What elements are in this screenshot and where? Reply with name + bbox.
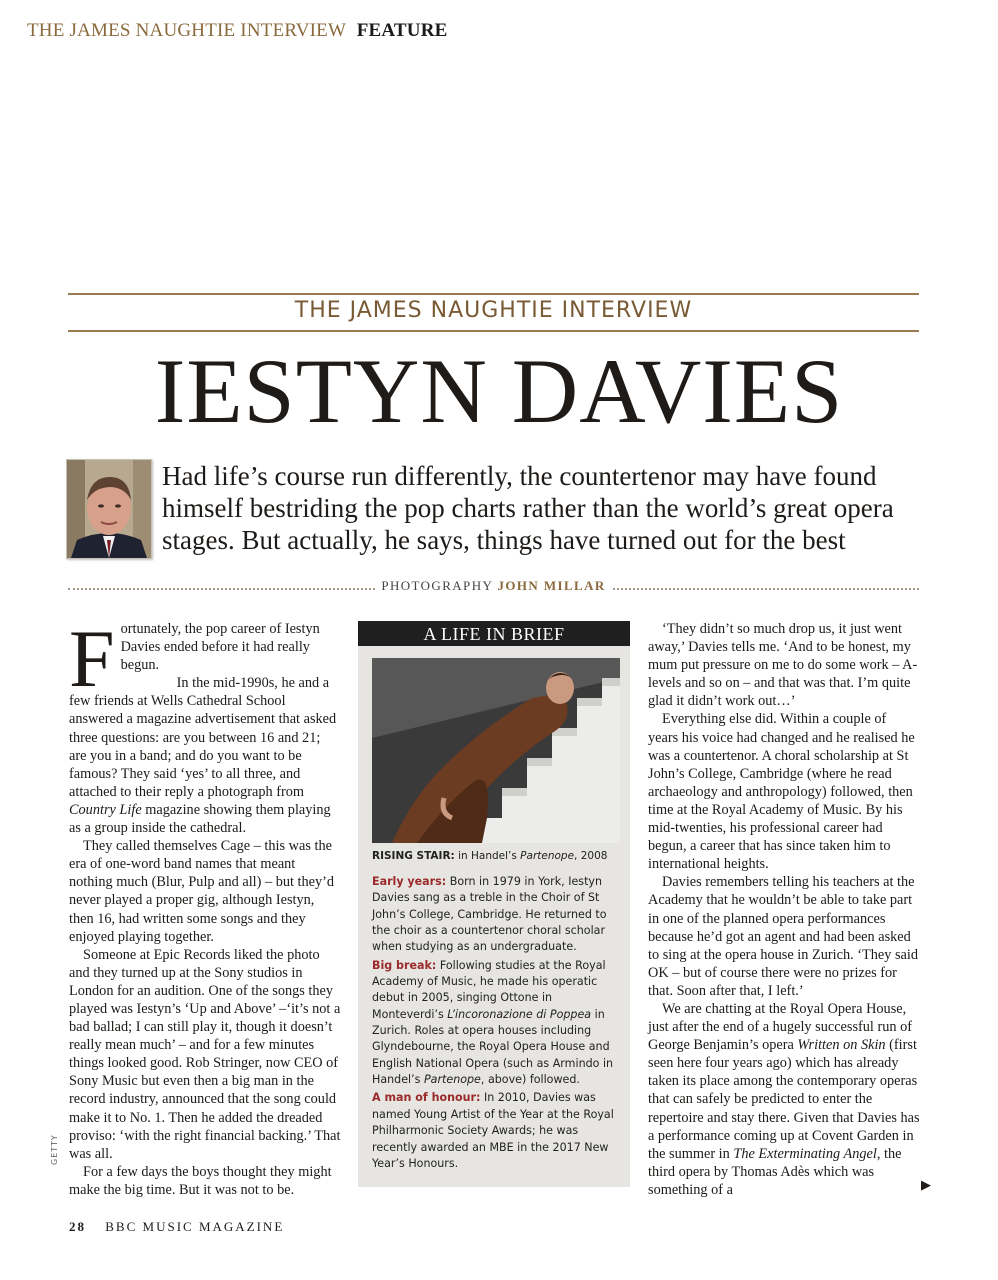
triangle-right-icon: ▶: [921, 1177, 931, 1192]
bottom-rule: [68, 330, 919, 332]
paragraph: [69, 674, 341, 837]
magazine-title: Country Life: [69, 801, 142, 818]
headline: IESTYN DAVIES: [154, 340, 844, 442]
bio-heading: Big break:: [372, 958, 437, 972]
caption-year: , 2008: [574, 850, 608, 862]
paragraph-text: ortunately, the pop career of Iestyn Davies ended before it had really begun.: [120, 621, 320, 674]
body-column-left: [69, 613, 341, 1199]
folio: [69, 1219, 284, 1235]
kicker: THE JAMES NAUGHTIE INTERVIEW: [294, 298, 693, 323]
author-photo: [66, 459, 152, 559]
standfirst: Had life’s course run differently, the countertenor may have found himself bestriding the pop charts rather than the world’s great opera stages. But actually, he says, things have turned out for the best: [162, 461, 894, 555]
running-head-section: FEATURE: [356, 20, 448, 41]
bio-entry: [372, 874, 624, 956]
magazine-name: BBC MUSIC MAGAZINE: [105, 1219, 285, 1234]
opera-title: Written on Skin: [797, 1037, 886, 1054]
sidebar-title: A LIFE IN BRIEF: [358, 621, 630, 646]
body-column-right: [648, 620, 920, 1199]
caption-text: in Handel’s: [454, 850, 521, 862]
bio-heading: A man of honour:: [372, 1091, 481, 1105]
bio-heading: Early years:: [372, 875, 447, 888]
paragraph: For a few days the boys thought they might make the big time. But it was not to be.: [69, 1163, 332, 1198]
bio-text: Born in 1979 in York, Iestyn Davies sang as a treble in the Choir of St John’s College, Cambridge. He returned to the choir as a countertenor choral scholar when studying as an undergraduate.: [372, 875, 607, 954]
paragraph: [648, 1000, 920, 1199]
caption-label: RISING STAIR:: [372, 850, 455, 862]
paragraph: Davies remembers telling his teachers at the Academy that he wouldn’t be able to take part in one of the planned opera performances because he’d got an agent and had been asked to sing at the opera house in Zurich. ‘They said OK – but of course there were no prizes for that. Soon after that, I left.’: [648, 874, 918, 999]
bio-entry: [372, 958, 624, 1089]
credit-label: PHOTOGRAPHY: [381, 578, 493, 593]
paragraph: Everything else did. Within a couple of years his voice had changed and he realised he was a countertenor. A choral scholarship at St John’s College, Cambridge (where he read archaeology and anthropology) followed, then time at the Royal Academy of Music. By his mid-twenties, his professional career had begun, a career that has since taken him to international heights.: [648, 711, 915, 873]
life-in-brief-sidebar: [358, 621, 630, 1187]
caption-opera-title: Partenope: [520, 850, 575, 862]
author-portrait-image: [67, 460, 151, 558]
photo-agency-credit: GETTY: [50, 1134, 59, 1165]
photo-caption: [372, 850, 622, 862]
paragraph: Someone at Epic Records liked the photo and they turned up at the Sony studios in London for an audition. One of the songs they played was Iestyn’s ‘Up and Above’ –‘it’s not a bad ballad; I can still play it, though it doesn’t really mean much’ – and for a few minutes things looked good. Rob Stringer, now CEO of Sony Music but even then a big man in the record industry, announced that the song could make it to No. 1. Then he added the dreaded proviso: ‘with the right financial backing.’ That was all.: [69, 946, 341, 1162]
bio-text: In 2010, Davies was named Young Artist of the Year at the Royal Philharmonic Society Awards; he was recently awarded an MBE in the 2017 New Year’s Honours.: [372, 1091, 614, 1170]
paragraph-text: magazine showing them playing as a group inside the cathedral.: [69, 801, 331, 837]
running-head: [27, 20, 448, 42]
staircase-photo-image: [372, 658, 620, 843]
paragraph: [69, 613, 341, 704]
opera-title: The Exterminating Angel: [733, 1145, 877, 1162]
bio-entry: [372, 1090, 624, 1172]
drop-cap: F: [69, 613, 115, 704]
top-rule: [68, 293, 919, 295]
paragraph-text: , the third opera by Thomas Adès which was something of a: [648, 1145, 902, 1198]
bio-text: , above) followed.: [480, 1073, 580, 1087]
bio-text: Following studies at the Royal Academy of Music, he made his operatic debut in 2005, singing Ottone in Monteverdi’s: [372, 958, 606, 1021]
paragraph-text: In the mid-1990s, he and a few friends at Wells Cathedral School answered a magazine advertisement that asked three questions: are you between 16 and 21; are you in a band; and do you want to be famous? They said ‘yes’ to all three, and attached to their reply a photograph from: [69, 675, 337, 800]
running-head-series: THE JAMES NAUGHTIE INTERVIEW: [27, 20, 346, 41]
photography-credit: [68, 578, 919, 594]
opera-title: L’incoronazione di Poppea: [447, 1007, 592, 1021]
photography-credit-row: [68, 578, 919, 598]
credit-photographer: JOHN MILLAR: [497, 578, 606, 593]
page-number: 28: [69, 1219, 86, 1234]
sidebar-body: [372, 874, 624, 1174]
paragraph: ‘They didn’t so much drop us, it just went away,’ Davies tells me. ‘And to be honest, my mum put pressure on me to do some work – A-levels and so on – and that was that. I’m quite glad it didn’t work out…’: [648, 621, 918, 710]
opera-title: Partenope: [423, 1073, 481, 1087]
paragraph-text: (first seen here four years ago) which has already taken its place among the contemporary operas that can safely be predicted to enter the repertoire and stay there. Given that Davies has a performance coming up at Covent Garden in the summer in: [648, 1037, 920, 1162]
paragraph-text: We are chatting at the Royal Opera House, just after the end of a hugely successful run of George Benjamin’s opera: [648, 1000, 913, 1054]
bio-text: in Zurich. Roles at opera houses including Glyndebourne, the Royal Opera House and English National Opera (such as Armindo in Handel’s: [372, 1007, 614, 1087]
paragraph: They called themselves Cage – this was the era of one-word band names that meant nothing much (Blur, Pulp and all) – but they’d never played a proper gig, although Iestyn, then 16, had written some songs and they enjoyed playing together.: [69, 838, 335, 945]
sidebar-photo: [372, 658, 620, 843]
